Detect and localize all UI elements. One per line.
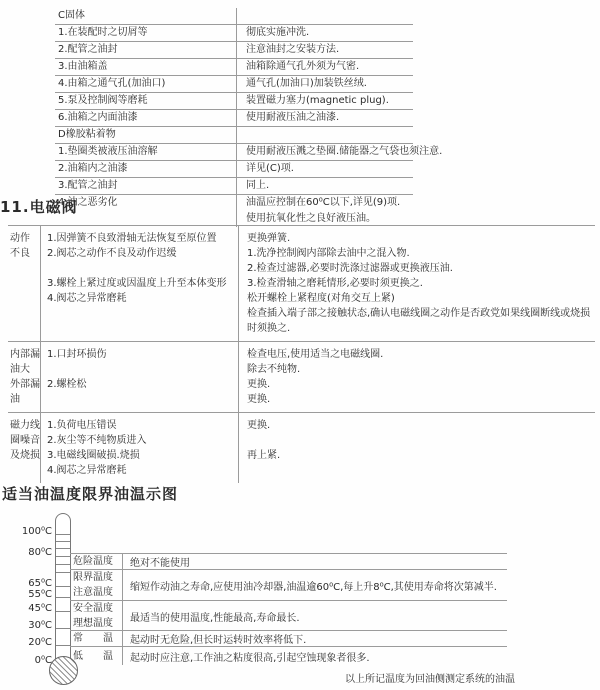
cause-cell: 4.由箱之通气孔(加油口) bbox=[58, 78, 166, 89]
temp-row bbox=[70, 570, 507, 601]
fault-label-line: 及烧损 bbox=[10, 450, 40, 461]
table-row bbox=[55, 76, 413, 93]
temp-scale-label: 55⁰C bbox=[28, 589, 52, 600]
cause-cell bbox=[40, 342, 238, 412]
cause-cell: 3.由油箱盖 bbox=[58, 61, 108, 72]
temp-category-line: 安全温度 bbox=[73, 603, 113, 614]
temp-scale-label: 65⁰C bbox=[28, 578, 52, 589]
temp-row bbox=[70, 554, 507, 570]
cause-line: 2.阀芯之动作不良及动作迟缓 bbox=[47, 248, 177, 259]
remedy-cell bbox=[238, 226, 595, 341]
temp-category-line: 常 bbox=[73, 633, 83, 644]
cause-line bbox=[47, 261, 238, 276]
remedy-cell bbox=[236, 161, 413, 177]
temp-scale-label: 30⁰C bbox=[28, 620, 52, 631]
remedy-text: 详见(C)项. bbox=[246, 163, 294, 174]
temp-description: 缩短作动油之寿命,应使用油冷却器,油温逾60⁰C,每上升8⁰C,其使用寿命将次第减半. bbox=[122, 570, 507, 600]
cause-cell: 2.配管之油封 bbox=[58, 44, 118, 55]
remedy-cell bbox=[236, 42, 413, 58]
temp-category bbox=[70, 554, 122, 569]
temp-scale-label: 0⁰C bbox=[34, 655, 52, 666]
cause-cell: 4.油之恶劣化 bbox=[58, 197, 118, 208]
temp-description: 最适当的使用温度,性能最高,寿命最长. bbox=[122, 601, 507, 631]
cause-cell: 6.油箱之内面油漆 bbox=[58, 112, 138, 123]
temp-category-line: 危险温度 bbox=[73, 556, 113, 567]
section-header: D橡胶粘着物 bbox=[58, 129, 116, 140]
fault-label bbox=[8, 226, 40, 341]
temp-category bbox=[70, 601, 122, 631]
temp-category bbox=[70, 570, 122, 600]
remedy-line: 更换弹簧. bbox=[247, 233, 291, 244]
remedy-text: 使用耐液压溅之垫圈.储能器之气袋也须注意. bbox=[246, 146, 443, 157]
thermometer-tick bbox=[56, 611, 70, 612]
temp-category-line: 限界温度 bbox=[73, 572, 113, 583]
remedy-line: 更换. bbox=[247, 394, 271, 405]
temp-category-line: 温 bbox=[103, 650, 113, 662]
table-section-header-row bbox=[55, 127, 413, 144]
cause-line: 2.灰尘等不纯物质进入 bbox=[47, 435, 147, 446]
fault-group bbox=[8, 341, 595, 412]
remedy-line: 再上紧. bbox=[247, 450, 281, 461]
cause-line: 2.螺栓松 bbox=[47, 379, 87, 390]
cause-cell: 2.油箱内之油漆 bbox=[58, 163, 128, 174]
fault-label-line: 磁力线 bbox=[10, 420, 40, 431]
temp-scale-label: 45⁰C bbox=[28, 603, 52, 614]
thermometer-tick bbox=[56, 586, 70, 587]
table-row bbox=[55, 110, 413, 127]
section-heading-solenoid: 11.电磁阀 bbox=[0, 198, 78, 216]
cause-line: 3.电磁线圈破损.烧损 bbox=[47, 450, 140, 461]
cause-line: 3.螺栓上紧过度或因温度上升至本体变形 bbox=[47, 278, 227, 289]
cause-cell: 1.在装配时之切屑等 bbox=[58, 27, 148, 38]
remedy-cell bbox=[236, 76, 413, 92]
table-row bbox=[55, 42, 413, 59]
remedy-line: 2.检查过滤器,必要时洗涤过滤器或更换液压油. bbox=[247, 263, 453, 274]
table-row bbox=[55, 144, 443, 161]
fault-label-line: 圈噪音 bbox=[10, 435, 40, 446]
table-row bbox=[55, 178, 413, 195]
fault-label-line: 油 bbox=[10, 394, 20, 405]
cause-cell: 5.泵及控制阀等磨耗 bbox=[58, 95, 148, 106]
remedy-line: 更换. bbox=[247, 379, 271, 390]
cause-line bbox=[47, 362, 238, 377]
temp-note: 以上所记温度为回油侧测定系统的油温 bbox=[345, 674, 515, 685]
thermometer-tube bbox=[55, 513, 71, 661]
remedy-line: 松开螺栓上紧程度(对角交互上紧) bbox=[247, 293, 395, 304]
remedy-text: 装置磁力塞力(magnetic plug). bbox=[246, 95, 389, 106]
thermometer-tick bbox=[56, 572, 70, 573]
thermometer-tick bbox=[56, 541, 70, 542]
temp-row bbox=[70, 647, 507, 665]
temp-description: 起动时应注意,工作油之粘度很高,引起空蚀现象者很多. bbox=[122, 647, 507, 665]
fault-label-line: 外部漏 bbox=[10, 379, 40, 390]
temp-range-table bbox=[70, 553, 507, 665]
table-row bbox=[55, 161, 413, 178]
cause-line: 4.阀芯之异常磨耗 bbox=[47, 293, 127, 304]
defect-table bbox=[55, 8, 443, 227]
temp-row bbox=[70, 631, 507, 647]
fault-label-line: 内部漏 bbox=[10, 349, 40, 360]
fault-group bbox=[8, 225, 595, 341]
empty-cell bbox=[236, 127, 413, 143]
remedy-cell bbox=[236, 25, 413, 41]
cause-line: 4.阀芯之异常磨耗 bbox=[47, 465, 127, 476]
remedy-cell bbox=[236, 59, 413, 75]
cause-cell bbox=[40, 226, 238, 341]
remedy-line: 更换. bbox=[247, 420, 271, 431]
table-row bbox=[55, 93, 413, 110]
temp-category-line: 注意温度 bbox=[73, 587, 113, 598]
fault-group bbox=[8, 412, 595, 483]
thermometer-tick bbox=[56, 548, 70, 549]
remedy-text: 注意油封之安装方法. bbox=[246, 44, 340, 55]
temp-description: 绝对不能使用 bbox=[122, 554, 507, 569]
fault-label-line: 动作 bbox=[10, 233, 30, 244]
fault-label bbox=[8, 413, 40, 483]
thermometer-tick bbox=[56, 564, 70, 565]
thermometer-tick bbox=[56, 534, 70, 535]
remedy-line: 3.检查滑轴之磨耗情形,必要时须更换之. bbox=[247, 278, 423, 289]
remedy-text: 使用耐液压油之油漆. bbox=[246, 112, 340, 123]
remedy-text: 使用抗氧化性之良好液压油。 bbox=[246, 213, 376, 224]
section-header: C固体 bbox=[58, 10, 85, 21]
remedy-text: 油温应控制在60⁰C以下,详见(9)项. bbox=[246, 197, 401, 208]
remedy-text: 同上. bbox=[246, 180, 270, 191]
remedy-text: 油箱除通气孔外须为气密. bbox=[246, 61, 360, 72]
thermometer-tick bbox=[56, 645, 70, 646]
table-row bbox=[55, 195, 413, 227]
temp-description: 起动时无危险,但长时运转时效率将低下. bbox=[122, 631, 507, 646]
remedy-text: 彻底实施冲洗. bbox=[246, 27, 310, 38]
empty-cell bbox=[236, 8, 413, 24]
temp-scale-label: 100⁰C bbox=[21, 526, 52, 537]
temp-scale-label: 80⁰C bbox=[28, 547, 52, 558]
remedy-cell bbox=[236, 93, 413, 109]
temp-category bbox=[70, 631, 122, 646]
solenoid-table bbox=[8, 225, 595, 483]
remedy-line: 检查电压,使用适当之电磁线圈. bbox=[247, 349, 384, 360]
thermometer-tick bbox=[56, 556, 70, 557]
cause-line: 1.负荷电压错误 bbox=[47, 420, 117, 431]
fault-label-line: 油大 bbox=[10, 364, 30, 375]
table-section-header-row bbox=[55, 8, 413, 25]
temp-category-line: 温 bbox=[103, 633, 113, 644]
remedy-text: 通气孔(加油口)加装铁丝绒. bbox=[246, 78, 367, 89]
fault-label-line: 不良 bbox=[10, 248, 30, 259]
remedy-cell bbox=[236, 144, 442, 160]
temp-category bbox=[70, 647, 122, 665]
cause-cell: 1.垫圈类被液压油溶解 bbox=[58, 146, 158, 157]
remedy-cell bbox=[236, 178, 413, 194]
remedy-cell bbox=[238, 413, 595, 483]
thermometer-tick bbox=[56, 628, 70, 629]
section-heading-temperature: 适当油温度限界油温示图 bbox=[2, 485, 179, 503]
table-row bbox=[55, 25, 413, 42]
remedy-cell bbox=[238, 342, 595, 412]
temp-scale-label: 20⁰C bbox=[28, 637, 52, 648]
remedy-cell bbox=[236, 110, 413, 126]
temp-category-line: 低 bbox=[73, 650, 83, 662]
remedy-cell bbox=[236, 195, 413, 227]
fault-label bbox=[8, 342, 40, 412]
table-row bbox=[55, 59, 413, 76]
temp-row bbox=[70, 601, 507, 631]
cause-cell bbox=[40, 413, 238, 483]
temp-category-line: 理想温度 bbox=[73, 618, 113, 629]
remedy-line: 检查插入端子部之接触状态,确认电磁线圈之动作是否政党如果线圈断线或烧损时须换之. bbox=[247, 308, 591, 334]
remedy-line: 除去不纯物. bbox=[247, 364, 301, 375]
cause-line: 1.口封环损伤 bbox=[47, 349, 107, 360]
remedy-line bbox=[247, 433, 595, 448]
cause-line: 1.因弹簧不良致滑轴无法恢复至原位置 bbox=[47, 233, 217, 244]
thermometer-tick bbox=[56, 597, 70, 598]
remedy-line: 1.洗净控制阀内部除去油中之混入物. bbox=[247, 248, 410, 259]
cause-cell: 3.配管之油封 bbox=[58, 180, 118, 191]
